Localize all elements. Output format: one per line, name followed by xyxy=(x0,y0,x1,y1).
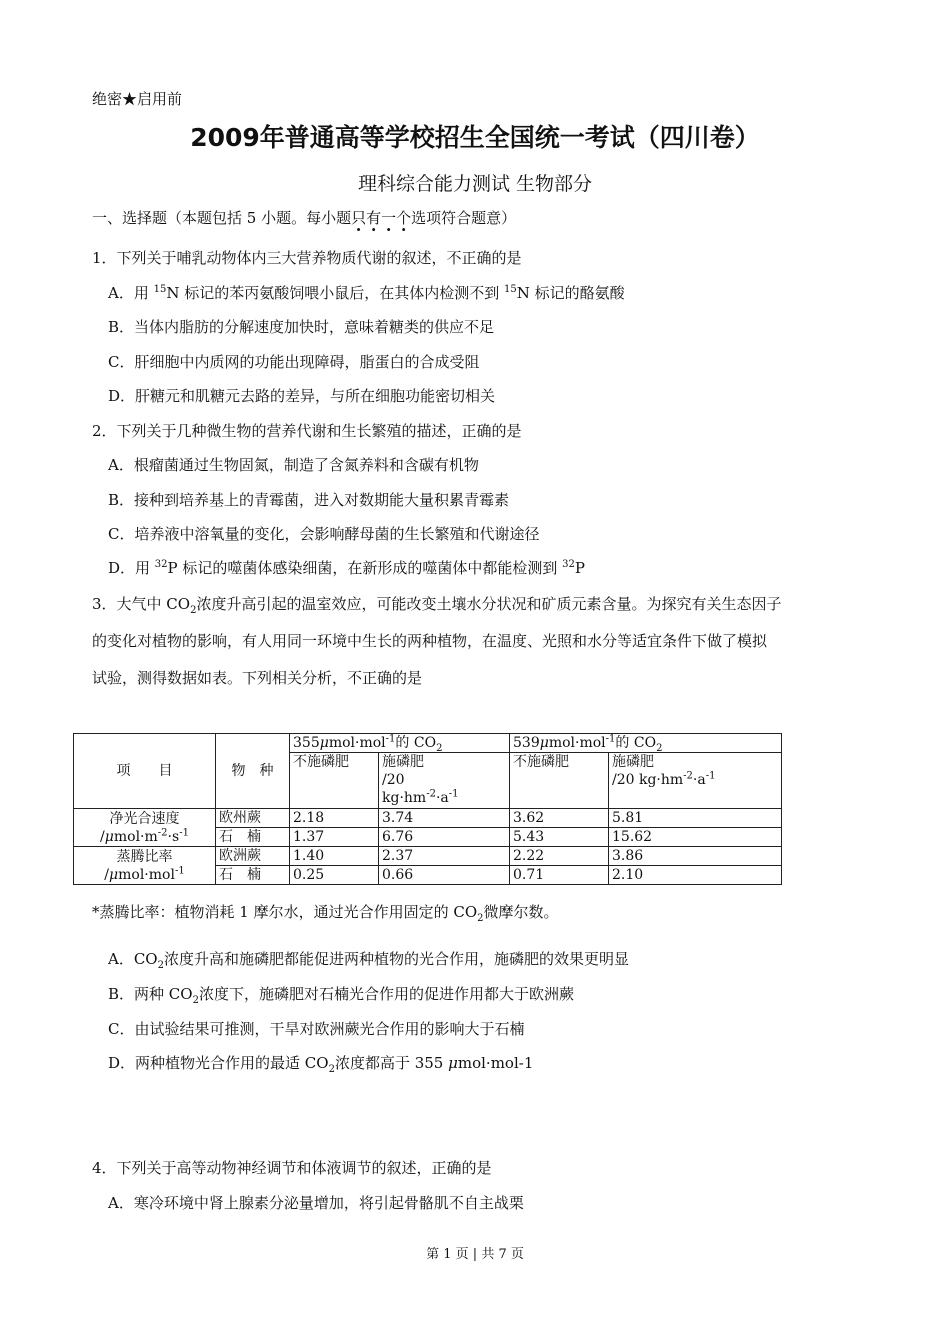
species-cell: 石 楠 xyxy=(216,828,290,847)
value-cell: 3.74 xyxy=(379,809,510,828)
q4-option-a: A．寒冷环境中肾上腺素分泌量增加，将引起骨骼肌不自主战栗 xyxy=(108,1194,524,1212)
q4-stem: 4．下列关于高等动物神经调节和体液调节的叙述，正确的是 xyxy=(92,1159,492,1177)
q3-stem-line1: 3．大气中 $CO_2$浓度升高引起的温室效应，可能改变土壤水分状况和矿质元素含量。为探究有关生态因子 xyxy=(92,595,782,616)
value-cell: 3.86 xyxy=(609,847,782,866)
q3-stem-line3: 试验，测得数据如表。下列相关分析，不正确的是 xyxy=(92,669,423,687)
header-no-phosphate-1: 不施磷肥 xyxy=(290,753,379,809)
value-cell: 2.10 xyxy=(609,866,782,885)
row-transpiration-ratio: 蒸腾比率 /μmol·mol$^{-1}$ xyxy=(74,847,216,885)
q3-option-c: C．由试验结果可推测，干旱对欧洲蕨光合作用的影响大于石楠 xyxy=(108,1020,525,1038)
section-heading: 一、选择题（本题包括 5 小题。每小题只有一个选项符合题意） xyxy=(92,209,517,227)
q2-option-c: C．培养液中溶氧量的变化，会影响酵母菌的生长繁殖和代谢途径 xyxy=(108,525,540,543)
value-cell: 5.81 xyxy=(609,809,782,828)
value-cell: 2.37 xyxy=(379,847,510,866)
header-co2-355: 355μmol·mol$^{-1}$的 $CO_2$ xyxy=(290,734,510,753)
value-cell: 15.62 xyxy=(609,828,782,847)
page-footer: 第 1 页 | 共 7 页 xyxy=(426,1247,524,1262)
exam-subtitle: 理科综合能力测试 生物部分 xyxy=(357,173,593,195)
q1-option-c: C．肝细胞中内质网的功能出现障碍，脂蛋白的合成受阻 xyxy=(108,353,480,371)
header-no-phosphate-2: 不施磷肥 xyxy=(510,753,609,809)
row-net-photosynthesis: 净光合速度 $/\mu mol\cdot m^{-2}\cdot s^{-1}$ xyxy=(74,809,216,847)
species-cell: 石 楠 xyxy=(216,866,290,885)
q1-stem: 1．下列关于哺乳动物体内三大营养物质代谢的叙述，不正确的是 xyxy=(92,249,522,267)
q3-table-note: *蒸腾比率：植物消耗 1 摩尔水，通过光合作用固定的 $CO_2$微摩尔数。 xyxy=(92,903,559,924)
q2-option-b: B．接种到培养基上的青霉菌，进入对数期能大量积累青霉素 xyxy=(108,491,510,509)
value-cell: 1.40 xyxy=(290,847,379,866)
exam-title: 2009年普通高等学校招生全国统一考试（四川卷） xyxy=(190,123,760,152)
q2-option-a: A．根瘤菌通过生物固氮，制造了含氮养料和含碳有机物 xyxy=(108,456,479,474)
header-species: 物 种 xyxy=(216,734,290,809)
value-cell: 0.66 xyxy=(379,866,510,885)
value-cell: 3.62 xyxy=(510,809,609,828)
header-phosphate-1: 施磷肥 /20 $kg\cdot hm^{-2}\cdot a^{-1}$ xyxy=(379,753,510,809)
q3-option-b: B．两种 $CO_2$浓度下，施磷肥对石楠光合作用的促进作用都大于欧洲蕨 xyxy=(108,985,574,1006)
q1-option-b: B．当体内脂肪的分解速度加快时，意味着糖类的供应不足 xyxy=(108,318,495,336)
q1-option-a: A．用 $^{15}$N 标记的苯丙氨酸饲喂小鼠后，在其体内检测不到 $^{15}$N 标记的酪氨酸 xyxy=(108,284,625,302)
header-co2-539: 539μmol·mol$^{-1}$的 $CO_2$ xyxy=(510,734,782,753)
q2-stem: 2．下列关于几种微生物的营养代谢和生长繁殖的描述，正确的是 xyxy=(92,422,522,440)
secret-mark: 绝密★启用前 xyxy=(92,90,183,108)
value-cell: 5.43 xyxy=(510,828,609,847)
value-cell: 2.22 xyxy=(510,847,609,866)
value-cell: 0.71 xyxy=(510,866,609,885)
species-cell: 欧州蕨 xyxy=(216,809,290,828)
value-cell: 2.18 xyxy=(290,809,379,828)
species-cell: 欧洲蕨 xyxy=(216,847,290,866)
q1-option-d: D．肝糖元和肌糖元去路的差异，与所在细胞功能密切相关 xyxy=(108,387,496,405)
q3-stem-line2: 的变化对植物的影响，有人用同一环境中生长的两种植物，在温度、光照和水分等适宜条件下做了模拟 xyxy=(92,632,768,650)
q2-option-d: D．用 $^{32}$P 标记的噬菌体感染细菌，在新形成的噬菌体中都能检测到 $^{32}$P xyxy=(108,559,585,577)
header-phosphate-2: 施磷肥 /20 $kg\cdot hm^{-2}\cdot a^{-1}$ xyxy=(609,753,782,809)
header-item: 项 目 xyxy=(74,734,216,809)
value-cell: 6.76 xyxy=(379,828,510,847)
value-cell: 1.37 xyxy=(290,828,379,847)
q3-option-a: A．$CO_2$浓度升高和施磷肥都能促进两种植物的光合作用，施磷肥的效果更明显 xyxy=(108,950,629,971)
q3-data-table xyxy=(73,733,782,885)
q3-option-d: D．两种植物光合作用的最适 $CO_2$浓度都高于 355 μmol·mol-1 xyxy=(108,1054,534,1075)
value-cell: 0.25 xyxy=(290,866,379,885)
